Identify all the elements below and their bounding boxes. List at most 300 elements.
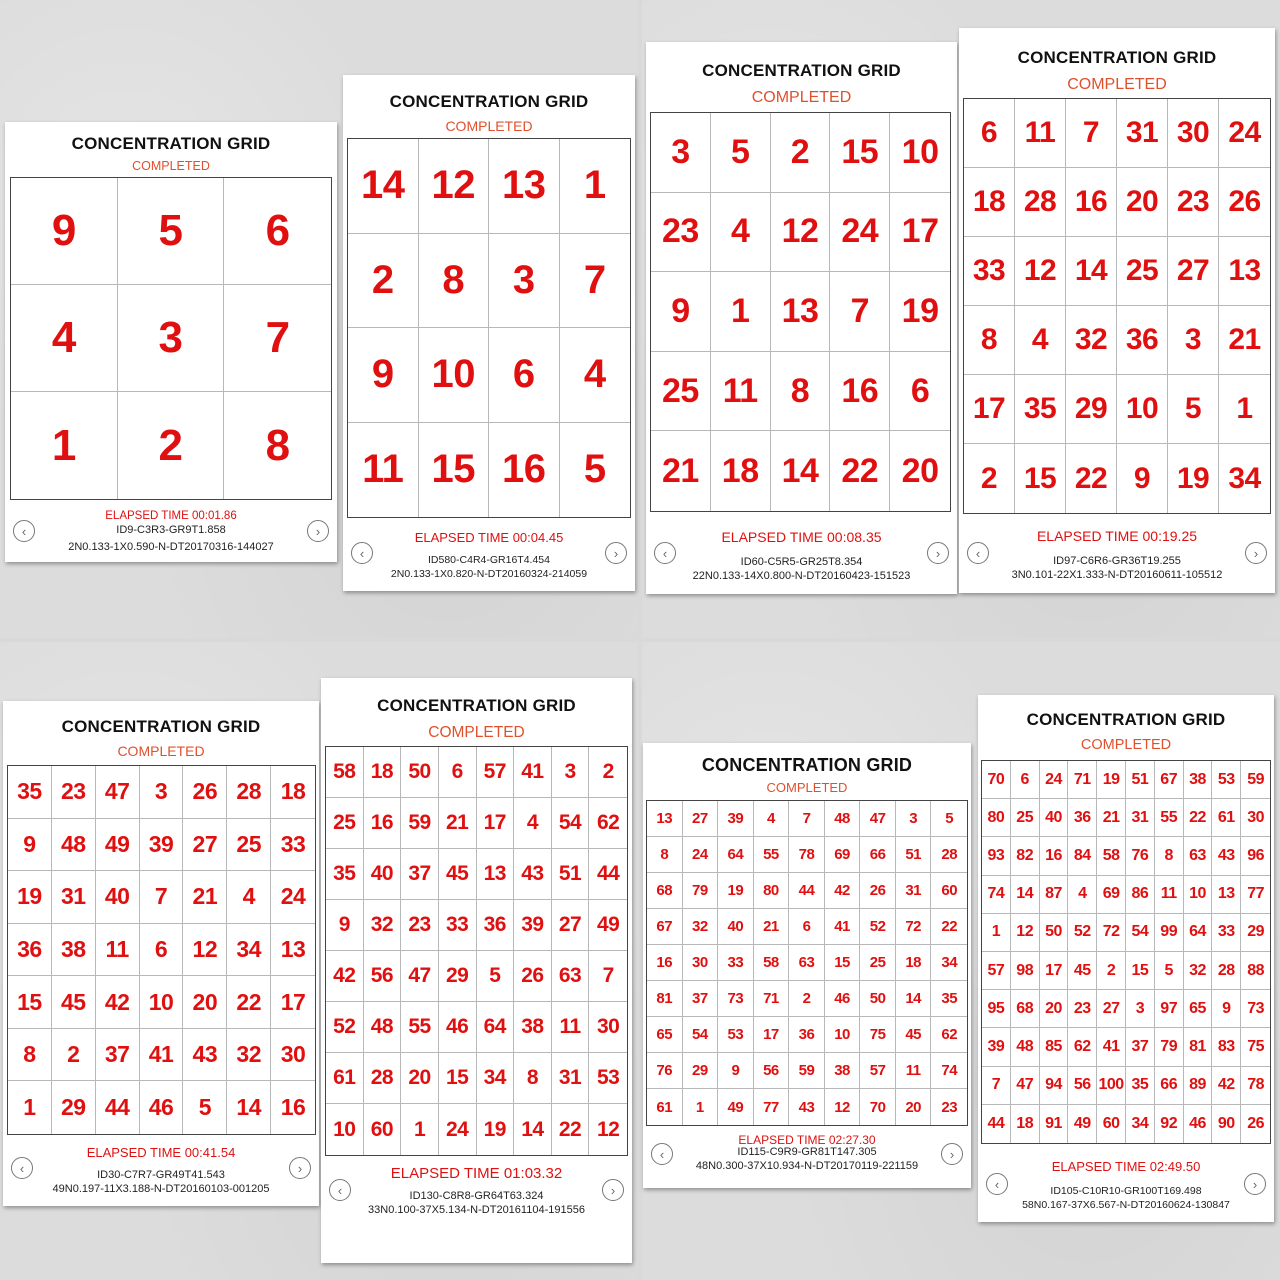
grid-cell[interactable]: 55 — [401, 1002, 439, 1053]
grid-cell[interactable]: 34 — [477, 1053, 515, 1104]
grid-cell[interactable]: 21 — [183, 871, 227, 924]
grid-cell[interactable]: 11 — [1155, 876, 1184, 914]
grid-cell[interactable]: 28 — [364, 1053, 402, 1104]
grid-cell[interactable]: 11 — [1015, 99, 1066, 168]
grid-cell[interactable]: 12 — [183, 924, 227, 977]
grid-cell[interactable]: 41 — [825, 909, 861, 945]
grid-cell[interactable]: 63 — [789, 945, 825, 981]
grid-cell[interactable]: 32 — [227, 1029, 271, 1082]
grid-cell[interactable]: 30 — [589, 1002, 627, 1053]
grid-cell[interactable]: 58 — [1097, 837, 1126, 875]
grid-cell[interactable]: 11 — [348, 423, 419, 518]
grid-cell[interactable]: 8 — [964, 306, 1015, 375]
grid-cell[interactable]: 2 — [348, 234, 419, 329]
grid-cell[interactable]: 1 — [982, 914, 1011, 952]
grid-cell[interactable]: 41 — [140, 1029, 184, 1082]
grid-cell[interactable]: 99 — [1155, 914, 1184, 952]
grid-cell[interactable]: 4 — [711, 193, 771, 273]
grid-cell[interactable]: 56 — [1068, 1067, 1097, 1105]
grid-cell[interactable]: 65 — [647, 1017, 683, 1053]
grid-cell[interactable]: 13 — [1219, 237, 1270, 306]
grid-cell[interactable]: 18 — [711, 431, 771, 511]
grid-cell[interactable]: 53 — [589, 1053, 627, 1104]
grid-cell[interactable]: 1 — [11, 392, 118, 499]
grid-cell[interactable]: 58 — [326, 747, 364, 798]
grid-cell[interactable]: 40 — [364, 849, 402, 900]
grid-cell[interactable]: 36 — [789, 1017, 825, 1053]
grid-cell[interactable]: 25 — [860, 945, 896, 981]
grid-cell[interactable]: 58 — [754, 945, 790, 981]
grid-cell[interactable]: 52 — [860, 909, 896, 945]
grid-cell[interactable]: 16 — [1066, 168, 1117, 237]
grid-cell[interactable]: 13 — [1212, 876, 1241, 914]
grid-cell[interactable]: 17 — [964, 375, 1015, 444]
grid-cell[interactable]: 10 — [825, 1017, 861, 1053]
grid-cell[interactable]: 97 — [1155, 990, 1184, 1028]
grid-cell[interactable]: 24 — [439, 1104, 477, 1155]
grid-cell[interactable]: 18 — [896, 945, 932, 981]
grid-cell[interactable]: 90 — [1212, 1105, 1241, 1143]
grid-cell[interactable]: 39 — [514, 900, 552, 951]
grid-cell[interactable]: 24 — [830, 193, 890, 273]
grid-cell[interactable]: 21 — [439, 798, 477, 849]
grid-cell[interactable]: 21 — [1219, 306, 1270, 375]
grid-cell[interactable]: 24 — [1040, 761, 1069, 799]
grid-cell[interactable]: 10 — [326, 1104, 364, 1155]
grid-cell[interactable]: 32 — [364, 900, 402, 951]
grid-cell[interactable]: 94 — [1040, 1067, 1069, 1105]
grid-cell[interactable]: 46 — [140, 1081, 184, 1134]
grid-cell[interactable]: 9 — [1117, 444, 1168, 513]
grid-cell[interactable]: 7 — [982, 1067, 1011, 1105]
grid-cell[interactable]: 22 — [1066, 444, 1117, 513]
grid-cell[interactable]: 23 — [401, 900, 439, 951]
grid-cell[interactable]: 4 — [514, 798, 552, 849]
grid-cell[interactable]: 5 — [477, 951, 515, 1002]
grid-cell[interactable]: 42 — [1212, 1067, 1241, 1105]
grid-cell[interactable]: 13 — [771, 272, 831, 352]
grid-cell[interactable]: 3 — [651, 113, 711, 193]
grid-cell[interactable]: 5 — [118, 178, 225, 285]
grid-cell[interactable]: 12 — [419, 139, 490, 234]
grid-cell[interactable]: 9 — [11, 178, 118, 285]
grid-cell[interactable]: 18 — [271, 766, 315, 819]
grid-cell[interactable]: 13 — [477, 849, 515, 900]
grid-cell[interactable]: 33 — [964, 237, 1015, 306]
grid-cell[interactable]: 63 — [1184, 837, 1213, 875]
grid-cell[interactable]: 24 — [271, 871, 315, 924]
grid-cell[interactable]: 45 — [1068, 952, 1097, 990]
grid-cell[interactable]: 7 — [589, 951, 627, 1002]
grid-cell[interactable]: 39 — [982, 1028, 1011, 1066]
grid-cell[interactable]: 17 — [754, 1017, 790, 1053]
grid-cell[interactable]: 40 — [718, 909, 754, 945]
grid-cell[interactable]: 35 — [326, 849, 364, 900]
grid-cell[interactable]: 46 — [439, 1002, 477, 1053]
grid-cell[interactable]: 87 — [1040, 876, 1069, 914]
grid-cell[interactable]: 23 — [52, 766, 96, 819]
grid-cell[interactable]: 22 — [552, 1104, 590, 1155]
grid-cell[interactable]: 61 — [326, 1053, 364, 1104]
grid-cell[interactable]: 71 — [1068, 761, 1097, 799]
grid-cell[interactable]: 31 — [52, 871, 96, 924]
grid-cell[interactable]: 66 — [860, 837, 896, 873]
grid-cell[interactable]: 7 — [789, 801, 825, 837]
grid-cell[interactable]: 41 — [514, 747, 552, 798]
grid-cell[interactable]: 98 — [1011, 952, 1040, 990]
grid-cell[interactable]: 26 — [1219, 168, 1270, 237]
grid-cell[interactable]: 44 — [589, 849, 627, 900]
grid-cell[interactable]: 83 — [1212, 1028, 1241, 1066]
grid-cell[interactable]: 79 — [683, 873, 719, 909]
grid-cell[interactable]: 2 — [589, 747, 627, 798]
grid-cell[interactable]: 50 — [401, 747, 439, 798]
grid-cell[interactable]: 76 — [647, 1053, 683, 1089]
grid-cell[interactable]: 6 — [789, 909, 825, 945]
grid-cell[interactable]: 26 — [183, 766, 227, 819]
grid-cell[interactable]: 8 — [771, 352, 831, 432]
grid-cell[interactable]: 9 — [348, 328, 419, 423]
grid-cell[interactable]: 72 — [896, 909, 932, 945]
grid-cell[interactable]: 7 — [140, 871, 184, 924]
grid-cell[interactable]: 15 — [1015, 444, 1066, 513]
grid-cell[interactable]: 93 — [982, 837, 1011, 875]
chevron-right-icon[interactable]: › — [1245, 542, 1267, 564]
grid-cell[interactable]: 16 — [489, 423, 560, 518]
grid-cell[interactable]: 11 — [552, 1002, 590, 1053]
grid-cell[interactable]: 26 — [860, 873, 896, 909]
grid-cell[interactable]: 75 — [1241, 1028, 1270, 1066]
grid-cell[interactable]: 42 — [825, 873, 861, 909]
grid-cell[interactable]: 56 — [364, 951, 402, 1002]
grid-cell[interactable]: 60 — [931, 873, 967, 909]
grid-cell[interactable]: 73 — [1241, 990, 1270, 1028]
chevron-left-icon[interactable]: ‹ — [13, 520, 35, 542]
grid-cell[interactable]: 39 — [718, 801, 754, 837]
grid-cell[interactable]: 48 — [364, 1002, 402, 1053]
grid-cell[interactable]: 14 — [771, 431, 831, 511]
grid-cell[interactable]: 5 — [183, 1081, 227, 1134]
grid-cell[interactable]: 51 — [896, 837, 932, 873]
grid-cell[interactable]: 4 — [227, 871, 271, 924]
grid-cell[interactable]: 43 — [789, 1089, 825, 1125]
grid-cell[interactable]: 49 — [1068, 1105, 1097, 1143]
chevron-right-icon[interactable]: › — [941, 1143, 963, 1165]
grid-cell[interactable]: 61 — [647, 1089, 683, 1125]
grid-cell[interactable]: 34 — [1228, 461, 1261, 495]
grid-cell[interactable]: 37 — [96, 1029, 140, 1082]
grid-cell[interactable]: 74 — [931, 1053, 967, 1089]
grid-cell[interactable]: 74 — [982, 876, 1011, 914]
grid-cell[interactable]: 33 — [1212, 914, 1241, 952]
chevron-right-icon[interactable]: › — [602, 1179, 624, 1201]
grid-cell[interactable]: 100 — [1097, 1067, 1126, 1105]
grid-cell[interactable]: 76 — [1126, 837, 1155, 875]
grid-cell[interactable]: 8 — [647, 837, 683, 873]
grid-cell[interactable]: 9 — [326, 900, 364, 951]
grid-cell[interactable]: 29 — [1066, 375, 1117, 444]
grid-cell[interactable]: 20 — [901, 451, 939, 490]
grid-cell[interactable]: 63 — [552, 951, 590, 1002]
grid-cell[interactable]: 3 — [140, 766, 184, 819]
grid-cell[interactable]: 4 — [11, 285, 118, 392]
grid-cell[interactable]: 29 — [683, 1053, 719, 1089]
grid-cell[interactable]: 31 — [552, 1053, 590, 1104]
grid-cell[interactable]: 27 — [1168, 237, 1219, 306]
grid-cell[interactable]: 9 — [651, 272, 711, 352]
grid-cell[interactable]: 16 — [830, 352, 890, 432]
grid-cell[interactable]: 15 — [825, 945, 861, 981]
grid-cell[interactable]: 30 — [1241, 799, 1270, 837]
grid-cell[interactable]: 81 — [1184, 1028, 1213, 1066]
grid-cell[interactable]: 10 — [890, 113, 950, 193]
grid-cell[interactable]: 37 — [683, 981, 719, 1017]
grid-cell[interactable]: 47 — [96, 766, 140, 819]
grid-cell[interactable]: 53 — [1212, 761, 1241, 799]
grid-cell[interactable]: 18 — [1011, 1105, 1040, 1143]
grid-cell[interactable]: 86 — [1126, 876, 1155, 914]
grid-cell[interactable]: 23 — [1068, 990, 1097, 1028]
grid-cell[interactable]: 4 — [560, 328, 631, 423]
grid-cell[interactable]: 70 — [860, 1089, 896, 1125]
grid-cell[interactable]: 23 — [941, 1098, 958, 1116]
grid-cell[interactable]: 8 — [265, 420, 290, 470]
grid-cell[interactable]: 47 — [1011, 1067, 1040, 1105]
grid-cell[interactable]: 5 — [583, 447, 606, 492]
grid-cell[interactable]: 60 — [1097, 1105, 1126, 1143]
grid-cell[interactable]: 15 — [1126, 952, 1155, 990]
grid-cell[interactable]: 69 — [825, 837, 861, 873]
grid-cell[interactable]: 52 — [326, 1002, 364, 1053]
grid-cell[interactable]: 31 — [896, 873, 932, 909]
grid-cell[interactable]: 45 — [52, 976, 96, 1029]
grid-cell[interactable]: 14 — [1011, 876, 1040, 914]
grid-cell[interactable]: 82 — [1011, 837, 1040, 875]
grid-cell[interactable]: 51 — [552, 849, 590, 900]
grid-cell[interactable]: 20 — [896, 1089, 932, 1125]
chevron-right-icon[interactable]: › — [1244, 1173, 1266, 1195]
grid-cell[interactable]: 54 — [552, 798, 590, 849]
grid-cell[interactable]: 47 — [860, 801, 896, 837]
grid-cell[interactable]: 20 — [1117, 168, 1168, 237]
grid-cell[interactable]: 53 — [718, 1017, 754, 1053]
chevron-left-icon[interactable]: ‹ — [967, 542, 989, 564]
grid-cell[interactable]: 54 — [683, 1017, 719, 1053]
grid-cell[interactable]: 18 — [964, 168, 1015, 237]
grid-cell[interactable]: 49 — [589, 900, 627, 951]
grid-cell[interactable]: 36 — [8, 924, 52, 977]
grid-cell[interactable]: 88 — [1241, 952, 1270, 990]
grid-cell[interactable]: 7 — [1066, 99, 1117, 168]
grid-cell[interactable]: 43 — [1212, 837, 1241, 875]
grid-cell[interactable]: 28 — [1212, 952, 1241, 990]
grid-cell[interactable]: 75 — [860, 1017, 896, 1053]
grid-cell[interactable]: 38 — [1184, 761, 1213, 799]
grid-cell[interactable]: 14 — [514, 1104, 552, 1155]
grid-cell[interactable]: 9 — [1212, 990, 1241, 1028]
grid-cell[interactable]: 6 — [489, 328, 560, 423]
chevron-left-icon[interactable]: ‹ — [986, 1173, 1008, 1195]
grid-cell[interactable]: 54 — [1126, 914, 1155, 952]
grid-cell[interactable]: 25 — [1011, 799, 1040, 837]
grid-cell[interactable]: 96 — [1241, 837, 1270, 875]
grid-cell[interactable]: 25 — [326, 798, 364, 849]
grid-cell[interactable]: 60 — [364, 1104, 402, 1155]
grid-cell[interactable]: 32 — [1184, 952, 1213, 990]
grid-cell[interactable]: 35 — [931, 981, 967, 1017]
grid-cell[interactable]: 50 — [1040, 914, 1069, 952]
grid-cell[interactable]: 48 — [1011, 1028, 1040, 1066]
grid-cell[interactable]: 40 — [96, 871, 140, 924]
grid-cell[interactable]: 61 — [1212, 799, 1241, 837]
grid-cell[interactable]: 6 — [964, 99, 1015, 168]
grid-cell[interactable]: 80 — [754, 873, 790, 909]
grid-cell[interactable]: 2 — [52, 1029, 96, 1082]
grid-cell[interactable]: 3 — [1168, 306, 1219, 375]
grid-cell[interactable]: 36 — [1068, 799, 1097, 837]
grid-cell[interactable]: 62 — [589, 798, 627, 849]
grid-cell[interactable]: 14 — [227, 1081, 271, 1134]
grid-cell[interactable]: 4 — [1015, 306, 1066, 375]
grid-cell[interactable]: 19 — [1097, 761, 1126, 799]
grid-cell[interactable]: 23 — [651, 193, 711, 273]
grid-cell[interactable]: 38 — [52, 924, 96, 977]
grid-cell[interactable]: 64 — [477, 1002, 515, 1053]
grid-cell[interactable]: 1 — [8, 1081, 52, 1134]
grid-cell[interactable]: 65 — [1184, 990, 1213, 1028]
grid-cell[interactable]: 23 — [1168, 168, 1219, 237]
grid-cell[interactable]: 16 — [647, 945, 683, 981]
chevron-left-icon[interactable]: ‹ — [11, 1157, 33, 1179]
grid-cell[interactable]: 5 — [1168, 375, 1219, 444]
grid-cell[interactable]: 31 — [1117, 99, 1168, 168]
grid-cell[interactable]: 7 — [560, 234, 631, 329]
chevron-right-icon[interactable]: › — [289, 1157, 311, 1179]
grid-cell[interactable]: 46 — [825, 981, 861, 1017]
grid-cell[interactable]: 10 — [1117, 375, 1168, 444]
grid-cell[interactable]: 17 — [1040, 952, 1069, 990]
grid-cell[interactable]: 57 — [477, 747, 515, 798]
grid-cell[interactable]: 77 — [754, 1089, 790, 1125]
grid-cell[interactable]: 34 — [227, 924, 271, 977]
grid-cell[interactable]: 34 — [1126, 1105, 1155, 1143]
grid-cell[interactable]: 8 — [514, 1053, 552, 1104]
grid-cell[interactable]: 2 — [118, 392, 225, 499]
grid-cell[interactable]: 35 — [1126, 1067, 1155, 1105]
grid-cell[interactable]: 25 — [651, 352, 711, 432]
grid-cell[interactable]: 47 — [401, 951, 439, 1002]
grid-cell[interactable]: 15 — [419, 423, 490, 518]
grid-cell[interactable]: 24 — [683, 837, 719, 873]
grid-cell[interactable]: 19 — [718, 873, 754, 909]
grid-cell[interactable]: 5 — [931, 801, 967, 837]
chevron-left-icon[interactable]: ‹ — [329, 1179, 351, 1201]
grid-cell[interactable]: 2 — [789, 981, 825, 1017]
grid-cell[interactable]: 14 — [348, 139, 419, 234]
grid-cell[interactable]: 1 — [401, 1104, 439, 1155]
grid-cell[interactable]: 24 — [1219, 99, 1270, 168]
grid-cell[interactable]: 26 — [1247, 1114, 1264, 1132]
grid-cell[interactable]: 6 — [1011, 761, 1040, 799]
grid-cell[interactable]: 67 — [1155, 761, 1184, 799]
grid-cell[interactable]: 6 — [140, 924, 184, 977]
grid-cell[interactable]: 30 — [271, 1029, 315, 1082]
grid-cell[interactable]: 16 — [364, 798, 402, 849]
grid-cell[interactable]: 44 — [789, 873, 825, 909]
grid-cell[interactable]: 52 — [1068, 914, 1097, 952]
grid-cell[interactable]: 80 — [982, 799, 1011, 837]
grid-cell[interactable]: 11 — [711, 352, 771, 432]
grid-cell[interactable]: 85 — [1040, 1028, 1069, 1066]
grid-cell[interactable]: 19 — [890, 272, 950, 352]
chevron-right-icon[interactable]: › — [927, 542, 949, 564]
grid-cell[interactable]: 30 — [683, 945, 719, 981]
grid-cell[interactable]: 79 — [1155, 1028, 1184, 1066]
grid-cell[interactable]: 25 — [227, 819, 271, 872]
grid-cell[interactable]: 36 — [477, 900, 515, 951]
grid-cell[interactable]: 21 — [754, 909, 790, 945]
grid-cell[interactable]: 27 — [1097, 990, 1126, 1028]
grid-cell[interactable]: 8 — [1155, 837, 1184, 875]
grid-cell[interactable]: 14 — [1066, 237, 1117, 306]
grid-cell[interactable]: 33 — [439, 900, 477, 951]
grid-cell[interactable]: 8 — [419, 234, 490, 329]
grid-cell[interactable]: 13 — [489, 139, 560, 234]
grid-cell[interactable]: 29 — [52, 1081, 96, 1134]
grid-cell[interactable]: 1 — [683, 1089, 719, 1125]
grid-cell[interactable]: 32 — [683, 909, 719, 945]
chevron-left-icon[interactable]: ‹ — [651, 1143, 673, 1165]
grid-cell[interactable]: 78 — [1241, 1067, 1270, 1105]
grid-cell[interactable]: 3 — [489, 234, 560, 329]
grid-cell[interactable]: 50 — [860, 981, 896, 1017]
grid-cell[interactable]: 55 — [754, 837, 790, 873]
grid-cell[interactable]: 49 — [718, 1089, 754, 1125]
grid-cell[interactable]: 64 — [718, 837, 754, 873]
grid-cell[interactable]: 49 — [96, 819, 140, 872]
grid-cell[interactable]: 17 — [477, 798, 515, 849]
grid-cell[interactable]: 59 — [401, 798, 439, 849]
grid-cell[interactable]: 56 — [754, 1053, 790, 1089]
grid-cell[interactable]: 20 — [401, 1053, 439, 1104]
grid-cell[interactable]: 28 — [931, 837, 967, 873]
grid-cell[interactable]: 67 — [647, 909, 683, 945]
grid-cell[interactable]: 17 — [271, 976, 315, 1029]
grid-cell[interactable]: 91 — [1040, 1105, 1069, 1143]
grid-cell[interactable]: 45 — [439, 849, 477, 900]
grid-cell[interactable]: 22 — [227, 976, 271, 1029]
chevron-left-icon[interactable]: ‹ — [351, 542, 373, 564]
grid-cell[interactable]: 37 — [401, 849, 439, 900]
grid-cell[interactable]: 62 — [1068, 1028, 1097, 1066]
grid-cell[interactable]: 12 — [771, 193, 831, 273]
grid-cell[interactable]: 18 — [364, 747, 402, 798]
grid-cell[interactable]: 12 — [597, 1117, 620, 1141]
grid-cell[interactable]: 68 — [1011, 990, 1040, 1028]
grid-cell[interactable]: 27 — [552, 900, 590, 951]
grid-cell[interactable]: 21 — [1097, 799, 1126, 837]
grid-cell[interactable]: 16 — [280, 1094, 306, 1121]
grid-cell[interactable]: 29 — [1241, 914, 1270, 952]
grid-cell[interactable]: 59 — [1241, 761, 1270, 799]
grid-cell[interactable]: 19 — [1168, 444, 1219, 513]
grid-cell[interactable]: 22 — [931, 909, 967, 945]
grid-cell[interactable]: 17 — [890, 193, 950, 273]
grid-cell[interactable]: 31 — [1126, 799, 1155, 837]
grid-cell[interactable]: 81 — [647, 981, 683, 1017]
grid-cell[interactable]: 69 — [1097, 876, 1126, 914]
grid-cell[interactable]: 3 — [1126, 990, 1155, 1028]
